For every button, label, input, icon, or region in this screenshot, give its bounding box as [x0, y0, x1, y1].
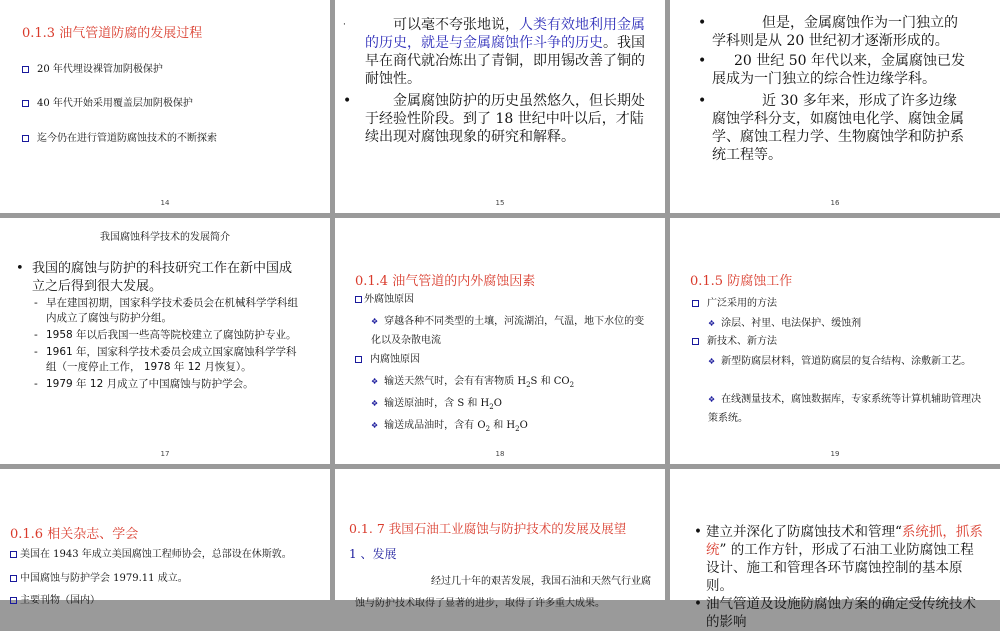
paragraph: · 可以毫不夸张地说，人类有效地利用金属的历史，就是与金属腐蚀作斗争的历史。我国早在商代就冶炼出了青铜，即用锡改善了铜的耐蚀性。 — [343, 17, 645, 87]
paragraph: • 20 世纪 50 年代以来，金属腐蚀已发展成为一门独立的综合性边缘学科。 — [698, 53, 965, 87]
slide-title: 0.1.4 油气管道的内外腐蚀因素 — [355, 274, 536, 289]
list-item: ❖ 穿越各种不同类型的土壤，河流湖泊，气温，地下水位的变化以及杂散电流 — [371, 312, 646, 350]
diamond-bullet-icon: ❖ — [371, 317, 379, 326]
highlight-text: 人类有效地利用金属的历史，就是与金属腐蚀作斗争的历史 — [365, 17, 645, 51]
slide-title: 0.1. 7 我国石油工业腐蚀与防护技术的发展及展望 — [349, 521, 627, 536]
square-bullet-icon — [355, 356, 362, 363]
slide-17[interactable] — [0, 218, 330, 464]
diamond-bullet-icon: ❖ — [371, 421, 379, 430]
slide-15[interactable] — [335, 0, 665, 213]
list-item: ❖ 在线测量技术，腐蚀数据库，专家系统等计算机辅助管理决策系统。 — [708, 390, 983, 428]
slide-20[interactable] — [0, 469, 330, 606]
bullet-icon: • — [694, 524, 702, 540]
paragraph: • 油气管道及设施防腐蚀方案的确定受传统技术的影响 — [694, 596, 976, 630]
page-number: 18 — [495, 450, 505, 458]
list-item: ❖ 输送成品油时，含有 $O_2$ 和 $H_2O$ — [371, 420, 528, 433]
list-item: - 1979 年 12 月成立了中国腐蚀与防护学会。 — [34, 378, 254, 390]
square-bullet-icon — [692, 338, 699, 345]
bullet-icon: • — [698, 53, 707, 69]
square-bullet-icon — [10, 575, 17, 582]
slide-19[interactable] — [670, 218, 1000, 464]
slide-18[interactable] — [335, 218, 665, 464]
section-heading: 内腐蚀原因 — [355, 352, 420, 368]
square-bullet-icon — [22, 135, 29, 142]
diamond-bullet-icon: ❖ — [708, 319, 716, 328]
square-bullet-icon — [355, 296, 362, 303]
diamond-bullet-icon: ❖ — [371, 399, 379, 408]
list-item: 中国腐蚀与防护学会 1979.11 成立。 — [10, 571, 188, 587]
paragraph: • 金属腐蚀防护的历史虽然悠久，但长期处于经验性阶段。到了 18 世纪中叶以后，才陆续出现对腐蚀现象的研究和解释。 — [343, 93, 645, 145]
paragraph: 经过几十年的艰苦发展，我国石油和天然气行业腐蚀与防护技术取得了显著的进步，取得了许多重大成果。 — [355, 576, 651, 609]
page-number: 15 — [495, 199, 505, 207]
slide-title: 我国腐蚀科学技术的发展简介 — [100, 232, 230, 243]
list-item: ❖ 输送原油时，含 S 和 $H_2O$ — [371, 398, 502, 411]
page-number: 17 — [160, 450, 170, 458]
list-item: ❖ 输送天然气时，会有有害物质 $H_2S$ 和 $CO_2$ — [371, 376, 575, 389]
slide-22[interactable] — [670, 469, 1000, 630]
diamond-bullet-icon: ❖ — [708, 357, 716, 366]
list-item: 主要刊物（国内） — [10, 593, 100, 609]
list-item: 40 年代开始采用覆盖层加阴极保护 — [22, 96, 193, 112]
bullet-icon: • — [16, 261, 24, 276]
square-bullet-icon — [692, 300, 699, 307]
list-item: - 1961 年，国家科学技术委员会成立国家腐蚀科学学科组（一度停止工作， 1978 年 12 月恢复）。 — [34, 346, 297, 373]
paragraph: • 建立并深化了防腐蚀技术和管理“系统抓，抓系统” 的工作方针，形成了石油工业防腐蚀工程设计、施工和管理各环节腐蚀控制的基本原则。 — [694, 524, 983, 594]
list-item: - 早在建国初期，国家科学技术委员会在机械科学学科组内成立了腐蚀与防护分组。 — [34, 297, 298, 324]
section-heading: 广泛采用的方法 — [692, 296, 777, 312]
list-item: ❖ 新型防腐层材料，管道防腐层的复合结构、涂敷新工艺。 — [708, 352, 983, 371]
square-bullet-icon — [10, 597, 17, 604]
square-bullet-icon — [10, 551, 17, 558]
diamond-bullet-icon: ❖ — [708, 395, 716, 404]
bullet-icon: • — [343, 93, 352, 109]
page-number: 14 — [160, 199, 170, 207]
bullet-icon: • — [694, 596, 702, 612]
slide-title: 0.1.3 油气管道防腐的发展过程 — [22, 26, 203, 41]
slide-title: 0.1.5 防腐蚀工作 — [690, 274, 793, 289]
paragraph: • 但是，金属腐蚀作为一门独立的学科则是从 20 世纪初才逐渐形成的。 — [698, 15, 958, 49]
section-heading: 1 、发展 — [349, 547, 397, 561]
square-bullet-icon — [22, 66, 29, 73]
list-item: 20 年代埋设裸管加阴极保护 — [22, 62, 163, 78]
highlight-text: 系统抓，抓系统 — [706, 524, 983, 558]
slide-title: 0.1.6 相关杂志、学会 — [10, 527, 139, 542]
bullet-icon: • — [698, 93, 707, 109]
section-heading: 新技术、新方法 — [692, 334, 777, 350]
paragraph: • 我国的腐蚀与防护的科技研究工作在新中国成立之后得到很大发展。 — [16, 261, 293, 294]
slide-16[interactable] — [670, 0, 1000, 213]
bullet-icon: • — [698, 15, 707, 31]
page-number: 19 — [830, 450, 840, 458]
diamond-bullet-icon: ❖ — [371, 377, 379, 386]
square-bullet-icon — [22, 100, 29, 107]
list-item: 美国在 1943 年成立美国腐蚀工程师协会，总部设在休斯敦。 — [10, 547, 292, 563]
section-heading: 外腐蚀原因 — [355, 292, 414, 308]
paragraph: • 近 30 多年来，形成了许多边缘腐蚀学科分支，如腐蚀电化学、腐蚀金属学、腐蚀工程力学、生物腐蚀学和防护系统工程等。 — [698, 93, 964, 163]
list-item: - 1958 年以后我国一些高等院校建立了腐蚀防护专业。 — [34, 329, 297, 341]
slide-21[interactable] — [335, 469, 665, 609]
list-item: ❖ 涂层、衬里、电法保护、缓蚀剂 — [708, 316, 861, 332]
slide-14[interactable] — [0, 0, 330, 213]
bullet-icon: · — [343, 20, 346, 30]
list-item: 迄今仍在进行管道防腐蚀技术的不断探索 — [22, 131, 217, 147]
page-number: 16 — [830, 199, 840, 207]
sub-list — [34, 296, 299, 392]
